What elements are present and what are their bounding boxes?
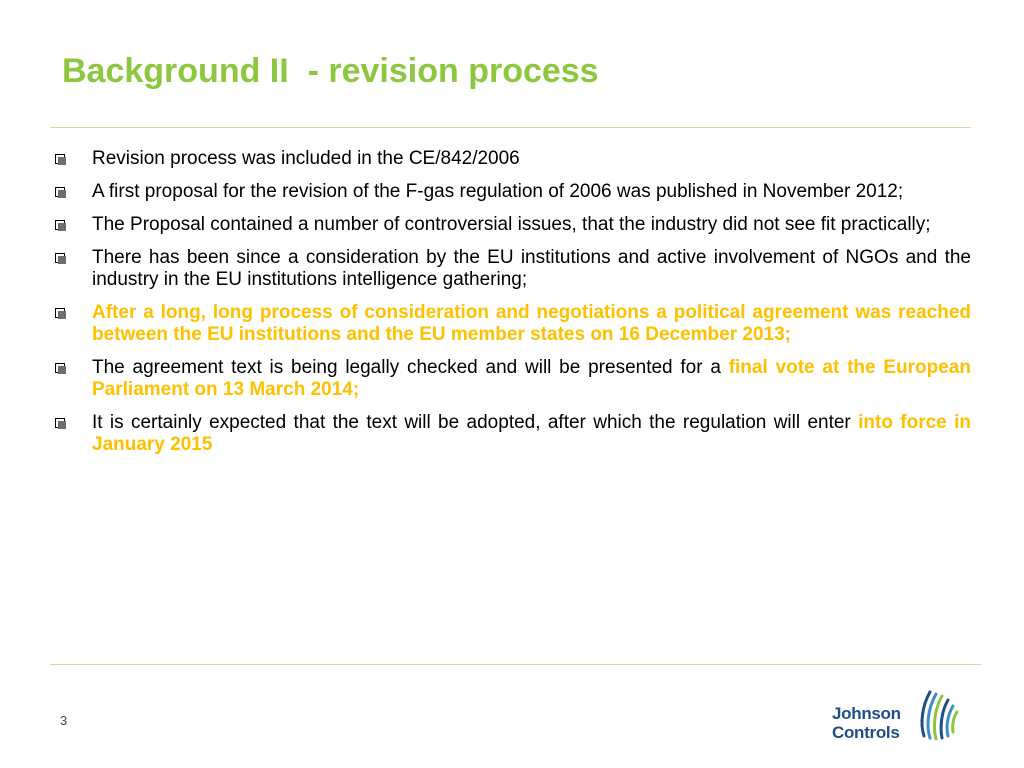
bullet-item [54, 412, 971, 456]
checkbox-bullet-icon [55, 154, 65, 164]
johnson-controls-logo [832, 684, 962, 748]
logo-line-johnson: Johnson [832, 704, 901, 723]
bullet-text: The agreement text is being legally checked and will be presented for a [92, 357, 729, 378]
bullet-highlight-text: After a long, long process of consideration and negotiations a political agreement was reached between the EU institutions and the EU member states on 16 December 2013; [92, 302, 971, 345]
bullet-item [54, 214, 971, 236]
checkbox-bullet-icon [55, 187, 65, 197]
bullet-text: It is certainly expected that the text will be adopted, after which the regulation will enter [92, 412, 859, 433]
bullet-list [54, 148, 971, 467]
bullet-item [54, 247, 971, 291]
page-number: 3 [60, 713, 68, 728]
bullet-item [54, 181, 971, 203]
footer-divider [50, 664, 981, 665]
bullet-item [54, 148, 971, 170]
logo-line-controls: Controls [832, 723, 900, 742]
checkbox-bullet-icon [55, 363, 65, 373]
bullet-highlight-text: into force in January 2015 [92, 412, 971, 455]
slide-title: Background II - revision process [62, 52, 599, 90]
checkbox-bullet-icon [55, 308, 65, 318]
title-divider [50, 127, 971, 128]
bullet-item [54, 302, 971, 346]
bullet-text: A first proposal for the revision of the F-gas regulation of 2006 was published in November 2012; [92, 181, 904, 202]
bullet-text: Revision process was included in the CE/842/2006 [92, 148, 520, 169]
logo-swirl-icon [916, 684, 960, 744]
checkbox-bullet-icon [55, 418, 65, 428]
checkbox-bullet-icon [55, 253, 65, 263]
bullet-highlight-text: final vote at the European Parliament on 13 March 2014; [92, 357, 971, 400]
checkbox-bullet-icon [55, 220, 65, 230]
logo-wordmark [832, 704, 901, 742]
bullet-text: The Proposal contained a number of controversial issues, that the industry did not see fit practically; [92, 214, 931, 235]
bullet-item [54, 357, 971, 401]
bullet-text: There has been since a consideration by the EU institutions and active involvement of NGOs and the industry in the EU institutions intelligence gathering; [92, 247, 971, 290]
